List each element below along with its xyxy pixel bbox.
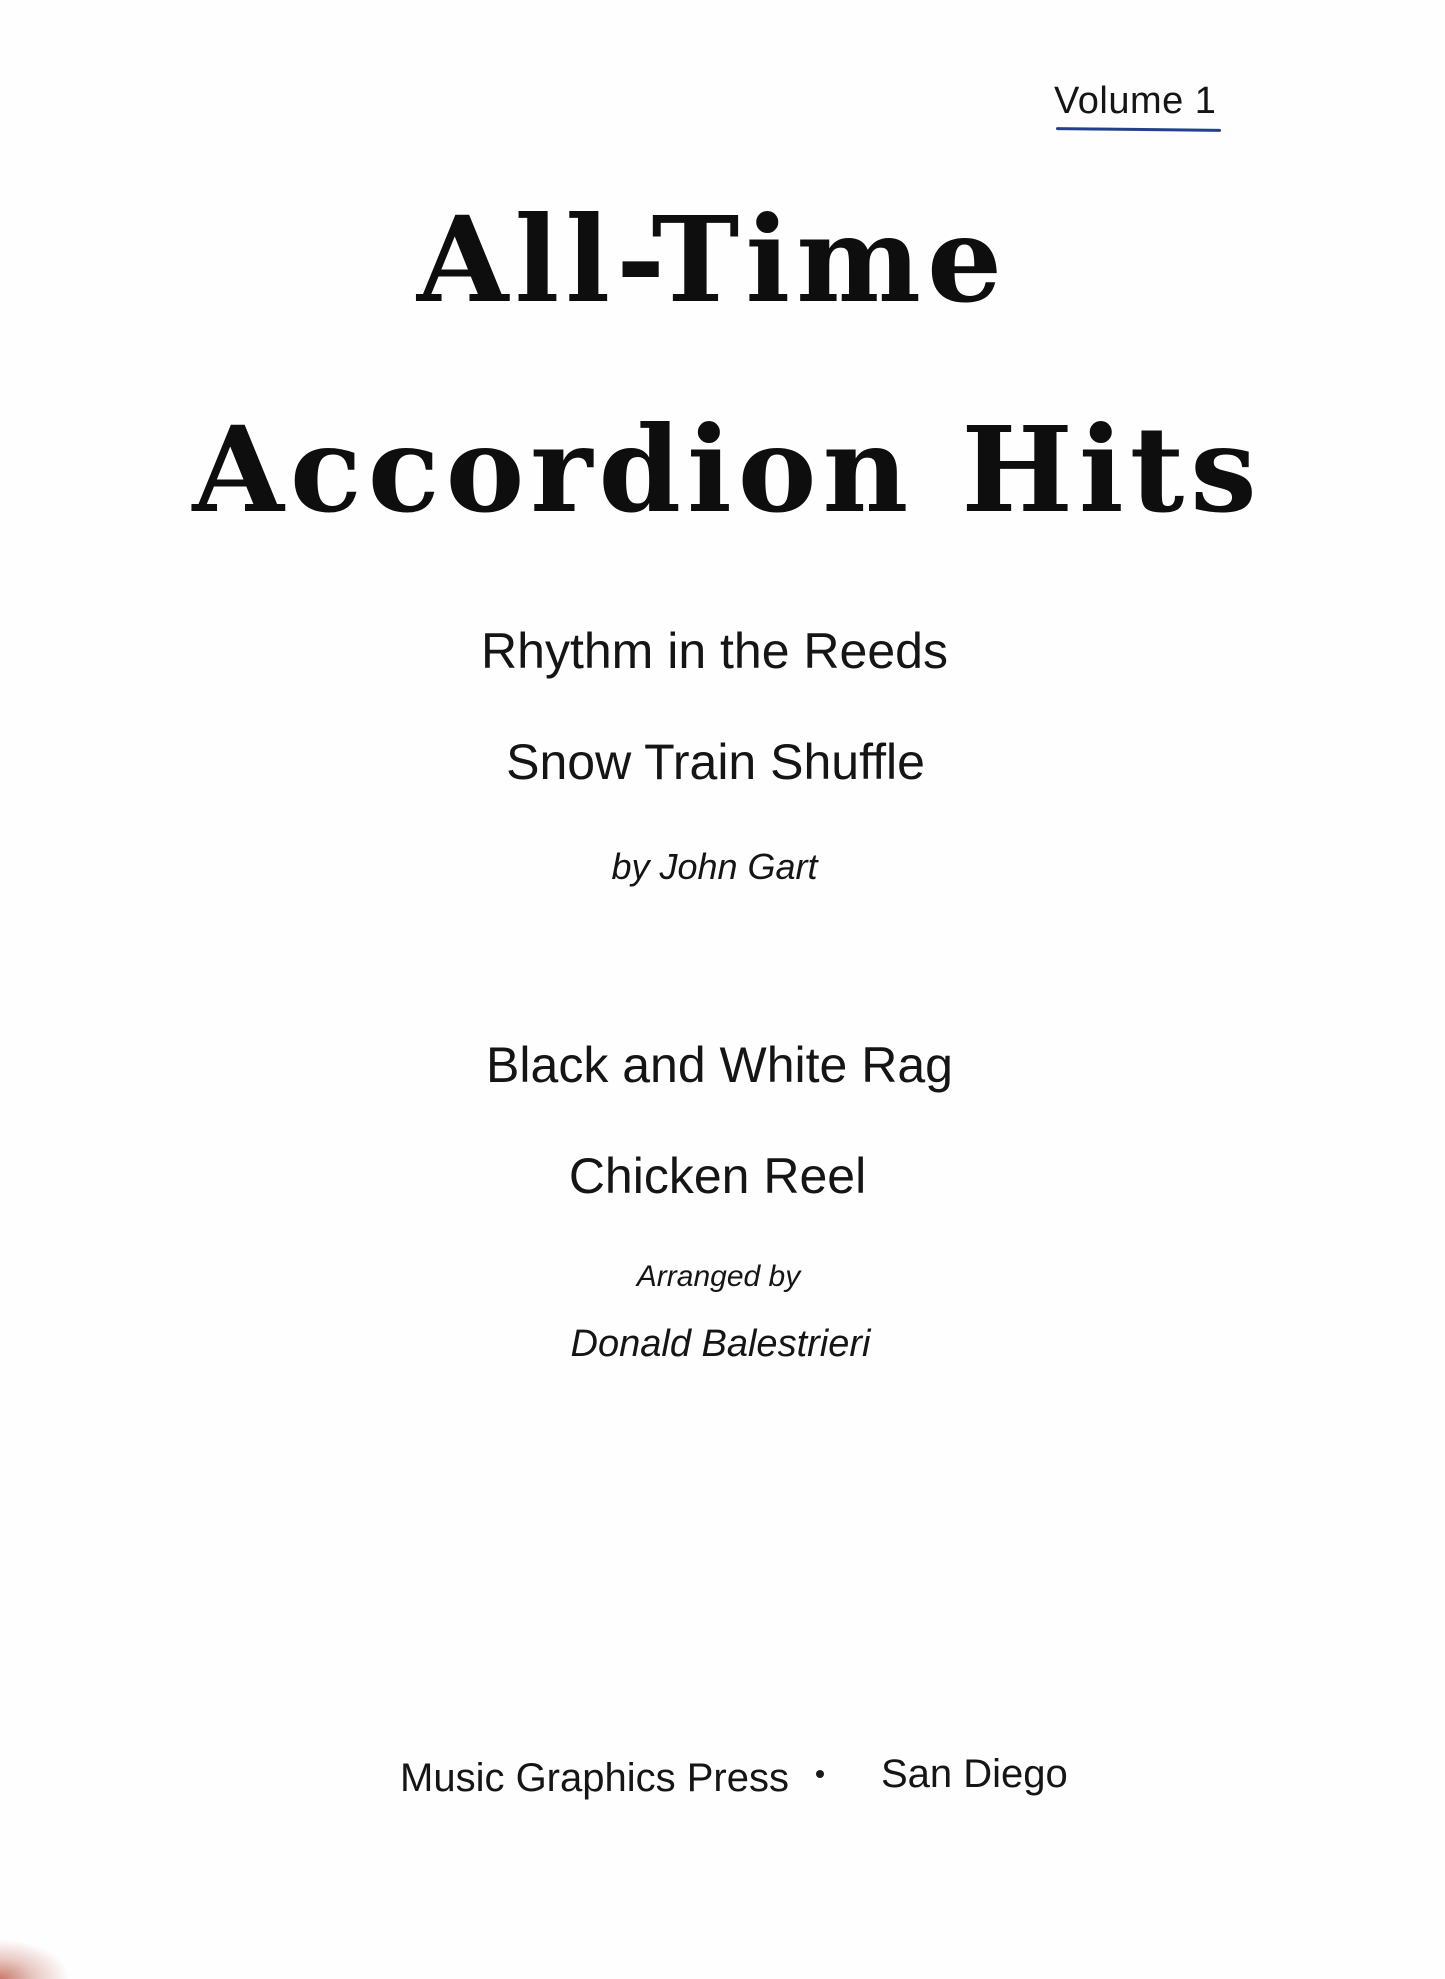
volume-underline [1056,127,1221,132]
volume-label: Volume 1 [1054,80,1217,122]
publisher-city: San Diego [881,1752,1068,1796]
page-edge-mark [0,1939,70,1979]
song-title-chicken-reel: Chicken Reel [568,1148,867,1204]
song-title-snow-train-shuffle: Snow Train Shuffle [506,734,925,790]
separator-dot [816,1770,824,1778]
song-title-rhythm-in-the-reeds: Rhythm in the Reeds [481,623,948,679]
title-line-1: All-Time [416,190,1009,329]
song-title-black-and-white-rag: Black and White Rag [486,1037,953,1093]
arranger-name: Donald Balestrieri [570,1323,871,1365]
title-line-2: Accordion Hits [192,400,1263,539]
publisher-name: Music Graphics Press [400,1756,789,1800]
composer-credit: by John Gart [611,846,818,887]
arranged-by-label: Arranged by [636,1260,801,1293]
